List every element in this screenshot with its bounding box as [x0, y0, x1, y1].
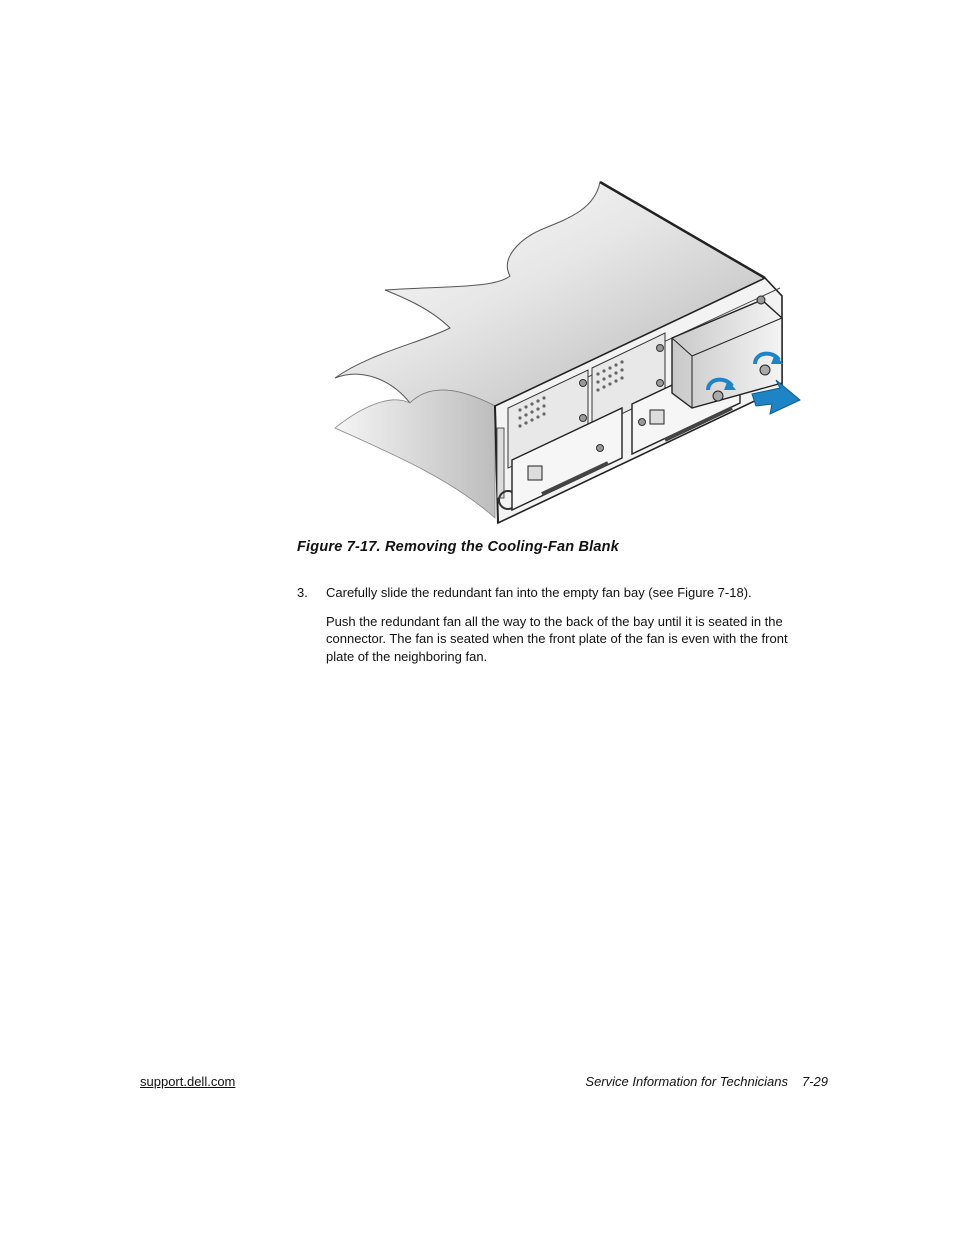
figure-caption: Figure 7-17. Removing the Cooling-Fan Blank — [297, 539, 619, 555]
chassis-side — [335, 390, 495, 518]
step-text: Carefully slide the redundant fan into the empty fan bay (see Figure 7-18). — [326, 585, 752, 600]
footer-title: Service Information for Technicians — [585, 1074, 788, 1089]
page-footer — [585, 1074, 828, 1089]
cooling-fan-blank-illustration — [330, 178, 810, 528]
paragraph-line: Push the redundant fan all the way to the back of the bay until it is seated in the — [326, 614, 783, 629]
step-number: 3. — [297, 585, 308, 600]
server-chassis-drawing — [330, 178, 810, 528]
step-detail-paragraph — [326, 613, 836, 665]
support-link[interactable]: support.dell.com — [140, 1074, 236, 1089]
paragraph-line: plate of the neighboring fan. — [326, 648, 488, 664]
paragraph-line: connector. The fan is seated when the front plate of the fan is even with the front — [326, 631, 788, 647]
page-number: 7-29 — [801, 1074, 828, 1089]
